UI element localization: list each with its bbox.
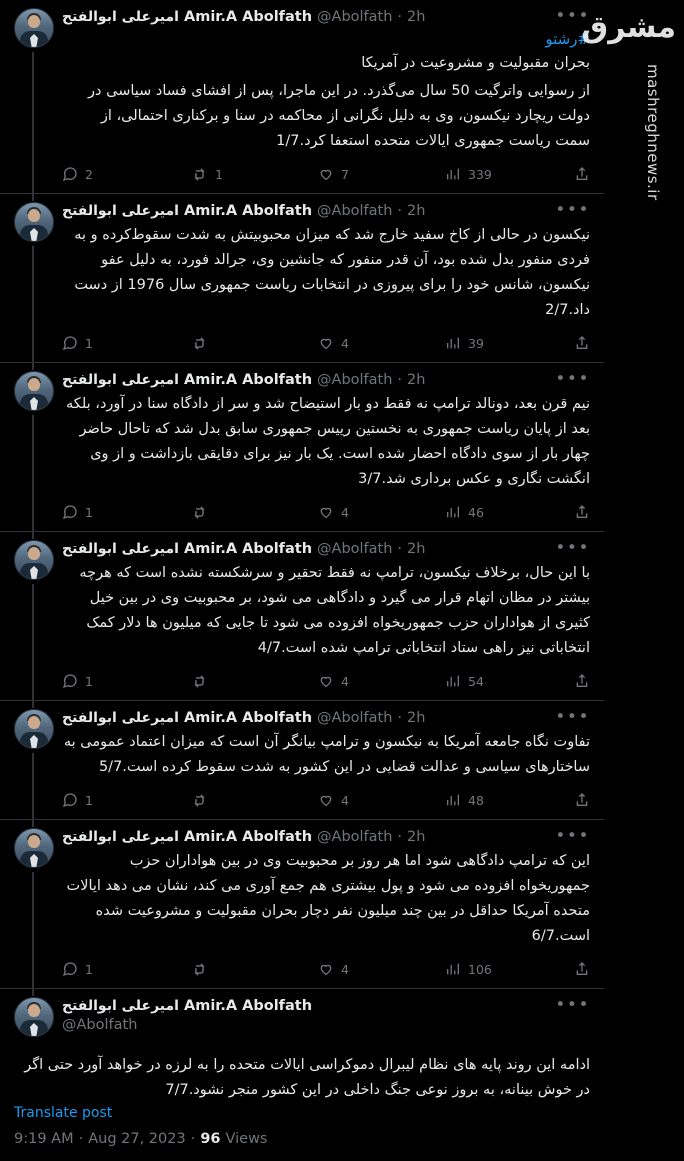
author-name[interactable]: Amir.A Abolfath xyxy=(183,710,313,726)
translate-post-link[interactable]: Translate post xyxy=(14,1105,113,1121)
reply-count: 2 xyxy=(85,166,93,182)
more-options-icon[interactable]: ••• xyxy=(555,826,590,846)
reply-button[interactable] xyxy=(62,166,191,182)
tweet-item[interactable] xyxy=(0,820,604,988)
like-icon xyxy=(318,335,334,351)
reply-button[interactable] xyxy=(62,335,191,351)
thread-connector-line xyxy=(32,52,34,201)
retweet-button[interactable] xyxy=(191,166,318,183)
share-button[interactable] xyxy=(574,166,590,182)
retweet-icon xyxy=(191,673,208,690)
meta-dot-1: · xyxy=(78,1131,84,1147)
author-handle[interactable]: @Abolfath xyxy=(317,541,393,557)
author-name[interactable]: Amir.A Abolfath xyxy=(183,541,313,557)
thread-connector-line xyxy=(32,415,34,539)
reply-icon xyxy=(62,792,78,808)
site-watermark xyxy=(581,0,684,240)
reply-button[interactable] xyxy=(62,673,191,689)
tweet-time[interactable]: 2h xyxy=(407,372,426,388)
tweet-time[interactable]: 2h xyxy=(407,829,426,845)
tweet-content xyxy=(62,540,590,700)
views-icon xyxy=(445,961,461,977)
avatar[interactable] xyxy=(14,371,54,411)
retweet-button[interactable] xyxy=(191,335,318,352)
share-button[interactable] xyxy=(574,961,590,977)
share-icon xyxy=(574,792,590,808)
like-icon xyxy=(318,792,334,808)
tweet-text: این که ترامپ دادگاهی شود اما هر روز بر محبوبیت وی در بین هواداران حزب جمهوریخواه افزوده می شود و پول بیشتری هم جمع آوری می کند، نشان می دهد ایالات متحده آمریکا حداقل در بین چند میلیون نفر دچار بحران مقبولیت و مشروعیت شده است.6/7 xyxy=(61,853,590,944)
tweet-header xyxy=(62,997,590,1015)
meta-dot-2: · xyxy=(190,1131,196,1147)
share-button[interactable] xyxy=(574,792,590,808)
author-name-fa[interactable]: امیرعلی ابوالفتح xyxy=(62,372,179,388)
views-button[interactable] xyxy=(445,504,574,520)
tweet-header xyxy=(62,371,590,389)
tweet-content xyxy=(59,707,590,819)
tweet-left-column xyxy=(14,709,62,819)
views-count: 48 xyxy=(468,792,484,808)
author-handle[interactable]: @Abolfath xyxy=(62,1017,138,1033)
tweet-time[interactable]: 2h xyxy=(407,710,426,726)
views-count: 39 xyxy=(468,335,484,351)
tweet-header xyxy=(62,828,590,846)
retweet-icon xyxy=(191,504,208,521)
header-dot: · xyxy=(397,710,403,726)
like-button[interactable] xyxy=(318,792,445,808)
views-count: 106 xyxy=(468,961,492,977)
retweet-button[interactable] xyxy=(191,504,318,521)
tweet-actions xyxy=(62,789,590,811)
retweet-icon xyxy=(191,335,208,352)
tweet-timestamp: 9:19 AM xyxy=(14,1131,74,1147)
avatar[interactable] xyxy=(14,709,54,749)
tweet-content xyxy=(62,202,590,362)
share-icon xyxy=(574,335,590,351)
retweet-icon xyxy=(191,792,208,809)
share-icon xyxy=(574,504,590,520)
author-handle[interactable]: @Abolfath xyxy=(317,9,393,25)
focused-tweet-text: ادامه این روند پایه های نظام لیبرال دموکراسی ایالات متحده را به لرزه در خواهد آورد حتی اگر در خوش بینانه، به بروز نوعی جنگ داخلی در این کشور منجر نشود.7/7 xyxy=(19,1057,590,1098)
header-dot: · xyxy=(397,9,403,25)
author-name[interactable]: Amir.A Abolfath xyxy=(183,203,313,219)
tweet-content xyxy=(62,828,590,988)
views-count: 339 xyxy=(468,166,492,182)
avatar[interactable] xyxy=(14,540,54,580)
tweet-item[interactable] xyxy=(0,701,604,819)
watermark-url: mashreghnews.ir xyxy=(644,64,662,201)
like-button[interactable] xyxy=(318,961,445,977)
views-button[interactable] xyxy=(445,335,574,351)
like-count: 4 xyxy=(341,673,349,689)
avatar[interactable] xyxy=(14,202,54,242)
tweet-actions xyxy=(62,163,590,185)
tweet-actions xyxy=(62,501,590,523)
tweet-actions xyxy=(62,332,590,354)
thread-connector-line xyxy=(32,584,34,708)
reply-count: 1 xyxy=(85,504,93,520)
tweet-time[interactable]: 2h xyxy=(407,9,426,25)
tweet-time[interactable]: 2h xyxy=(407,541,426,557)
tweet-left-column xyxy=(14,540,62,700)
reply-icon xyxy=(62,504,78,520)
author-name-fa[interactable]: امیرعلی ابوالفتح xyxy=(62,710,179,726)
tweet-header xyxy=(62,540,590,558)
tweet-item[interactable] xyxy=(0,0,604,193)
retweet-button[interactable] xyxy=(191,673,318,690)
tweet-content xyxy=(62,997,590,1038)
retweet-icon xyxy=(191,961,208,978)
reply-count: 1 xyxy=(85,792,93,808)
views-count: 54 xyxy=(468,673,484,689)
reply-icon xyxy=(62,335,78,351)
share-icon xyxy=(574,961,590,977)
author-handle[interactable]: @Abolfath xyxy=(317,203,393,219)
reply-button[interactable] xyxy=(62,961,191,977)
views-icon xyxy=(445,504,461,520)
author-handle[interactable]: @Abolfath xyxy=(317,372,393,388)
tweet-header xyxy=(62,709,590,727)
tweet-text: نیکسون در حالی از کاخ سفید خارج شد که میزان محبوبیتش به شدت سقوط‌کرده و به فردی منفور بدل شده بود، آن قدر منفور که جانشین وی، جرالد فورد، به دلیل عفو نیکسون، شانس خود را برای پیروزی در انتخابات ریاست جمهوری سال 1976 از دست داد.2/7 xyxy=(69,227,590,318)
author-name-fa[interactable]: امیرعلی ابوالفتح xyxy=(62,9,179,25)
reply-count: 1 xyxy=(85,961,93,977)
thread-connector-line xyxy=(32,753,34,827)
more-options-icon[interactable]: ••• xyxy=(555,200,590,220)
tweet-left-column xyxy=(14,8,62,193)
views-icon xyxy=(445,673,461,689)
header-dot: · xyxy=(397,372,403,388)
author-name[interactable]: Amir.A Abolfath xyxy=(183,9,313,25)
like-button[interactable] xyxy=(318,166,445,182)
like-count: 7 xyxy=(341,166,349,182)
tweet-left-column xyxy=(14,828,62,988)
like-icon xyxy=(318,673,334,689)
retweet-count: 1 xyxy=(215,166,223,182)
author-name[interactable]: Amir.A Abolfath xyxy=(183,372,313,388)
like-icon xyxy=(318,166,334,182)
author-name-fa[interactable]: امیرعلی ابوالفتح xyxy=(62,541,179,557)
like-button[interactable] xyxy=(318,673,445,689)
more-options-icon[interactable]: ••• xyxy=(555,707,590,727)
avatar[interactable] xyxy=(14,828,54,868)
share-icon xyxy=(574,166,590,182)
avatar[interactable] xyxy=(14,997,54,1037)
tweet-left-column xyxy=(14,202,62,362)
tweet-header xyxy=(62,8,590,26)
tweet-time[interactable]: 2h xyxy=(407,203,426,219)
reply-count: 1 xyxy=(85,673,93,689)
reply-icon xyxy=(62,673,78,689)
tweet-header xyxy=(62,202,590,220)
retweet-button[interactable] xyxy=(191,961,318,978)
tweet-hashtag[interactable]: #رشتو xyxy=(545,30,590,48)
more-options-icon[interactable]: ••• xyxy=(555,538,590,558)
share-button[interactable] xyxy=(574,673,590,689)
watermark-logo: مشرق xyxy=(581,10,676,45)
thread-connector-line xyxy=(32,872,34,996)
tweet-left-column xyxy=(14,371,62,531)
tweet-text: تفاوت نگاه جامعه آمریکا به نیکسون و ترامپ بیانگر آن است که میزان اعتماد عمومی به ساختارهای سیاسی و عدالت قضایی در این کشور به شدت سقوط کرده است.5/7 xyxy=(59,734,590,775)
like-icon xyxy=(318,961,334,977)
like-count: 4 xyxy=(341,792,349,808)
tweet-date: Aug 27, 2023 xyxy=(88,1131,186,1147)
views-total-label: Views xyxy=(225,1131,268,1147)
more-options-icon[interactable]: ••• xyxy=(555,369,590,389)
more-options-icon[interactable]: ••• xyxy=(555,6,590,26)
author-name[interactable]: Amir.A Abolfath xyxy=(183,829,313,845)
views-button[interactable] xyxy=(445,673,574,689)
retweet-button[interactable] xyxy=(191,792,318,809)
views-count: 46 xyxy=(468,504,484,520)
tweet-content xyxy=(62,371,590,531)
tweet-item[interactable] xyxy=(0,532,604,700)
author-name-fa[interactable]: امیرعلی ابوالفتح xyxy=(62,203,179,219)
like-count: 4 xyxy=(341,961,349,977)
tweet-meta xyxy=(0,1121,604,1161)
author-name[interactable]: Amir.A Abolfath xyxy=(183,998,313,1014)
like-button[interactable] xyxy=(318,335,445,351)
header-dot: · xyxy=(397,829,403,845)
tweet-left-column xyxy=(14,997,62,1038)
focused-tweet[interactable] xyxy=(0,989,604,1038)
reply-button[interactable] xyxy=(62,792,191,808)
tweet-text: از رسوایی واترگیت 50 سال می‌گذرد. در این ماجرا، پس از افشای فساد سیاسی در دولت ریچارد نیکسون، وی به دلیل نگرانی از محاکمه در سنا و برکناری احتمالی، از سمت ریاست جمهوری ایالات متحده استعفا کرد.1/7 xyxy=(83,83,590,149)
retweet-icon xyxy=(191,166,208,183)
share-button[interactable] xyxy=(574,504,590,520)
views-button[interactable] xyxy=(445,166,574,182)
reply-icon xyxy=(62,166,78,182)
tweet-item[interactable] xyxy=(0,194,604,362)
more-options-icon[interactable]: ••• xyxy=(555,995,590,1015)
author-handle[interactable]: @Abolfath xyxy=(317,829,393,845)
reply-button[interactable] xyxy=(62,504,191,520)
tweet-title: بحران مقبولیت و مشروعیت در آمریکا xyxy=(361,55,590,71)
tweet-text: نیم قرن بعد، دونالد ترامپ نه فقط دو بار استیضاح شد و سر از دادگاه سنا در آورد، بلکه بعد از پایان ریاست جمهوری به نخستین رییس جمهوری سابق بدل شد که تاحال حاضر چهار بار از سوی دادگاه احضار شده است. یک بار نیز برای دقایقی بازداشت و از وی انگشت نگاری و عکس برداری شد.3/7 xyxy=(61,396,590,487)
tweet-item[interactable] xyxy=(0,363,604,531)
like-button[interactable] xyxy=(318,504,445,520)
author-name-fa[interactable]: امیرعلی ابوالفتح xyxy=(62,829,179,845)
thread-connector-line xyxy=(32,246,34,370)
author-name-fa[interactable]: امیرعلی ابوالفتح xyxy=(62,998,179,1014)
share-icon xyxy=(574,673,590,689)
tweet-text: با این حال، برخلاف نیکسون، ترامپ نه فقط تحقیر و سرشکسته نشده است که هرچه بیشتر در مظان اتهام قرار می گیرد و دادگاهی می شود، بر محبوبیت وی در بین خیل کثیری از هواداران حزب جمهوریخواه افزوده می شود تا جایی که میلیون ها دلار کمک انتخاباتی نیز راهی ستاد انتخاباتی ترامپ شده است.4/7 xyxy=(74,565,590,656)
author-handle[interactable]: @Abolfath xyxy=(317,710,393,726)
views-icon xyxy=(445,792,461,808)
views-button[interactable] xyxy=(445,961,574,977)
tweet-content xyxy=(62,8,590,193)
header-dot: · xyxy=(397,541,403,557)
views-total-count: 96 xyxy=(200,1131,221,1147)
like-icon xyxy=(318,504,334,520)
share-button[interactable] xyxy=(574,335,590,351)
avatar[interactable] xyxy=(14,8,54,48)
like-count: 4 xyxy=(341,504,349,520)
tweet-actions xyxy=(62,958,590,980)
views-icon xyxy=(445,166,461,182)
reply-icon xyxy=(62,961,78,977)
reply-count: 1 xyxy=(85,335,93,351)
views-button[interactable] xyxy=(445,792,574,808)
header-dot: · xyxy=(397,203,403,219)
tweet-actions xyxy=(62,670,590,692)
views-icon xyxy=(445,335,461,351)
like-count: 4 xyxy=(341,335,349,351)
